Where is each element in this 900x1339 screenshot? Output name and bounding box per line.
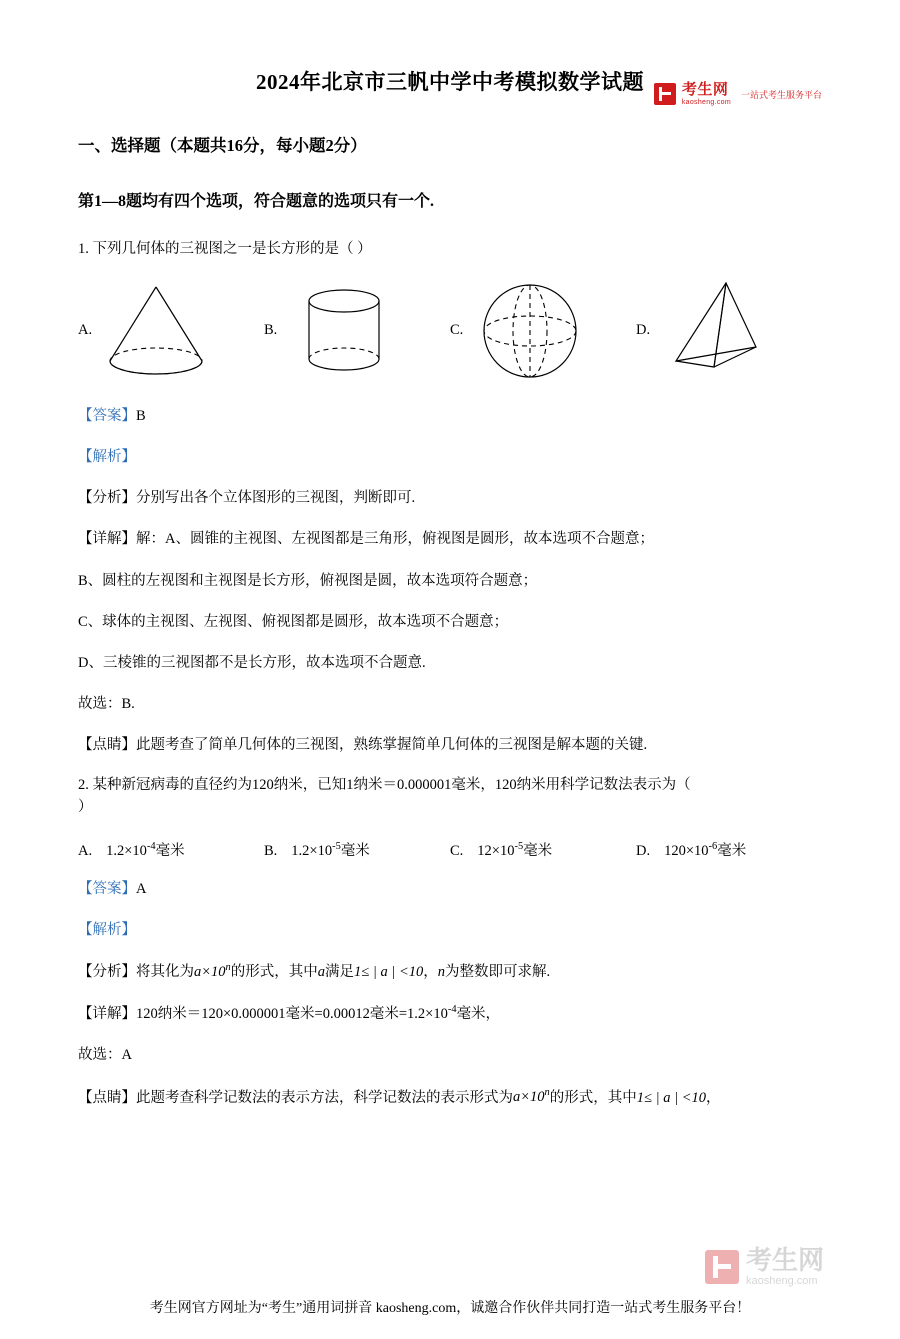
fenxi-tag: 【分析】 (78, 490, 136, 507)
q2-choice-c[interactable] (450, 839, 636, 860)
question-1-choose: 故选：B. (78, 696, 135, 713)
page-title: 2024年北京市三帆中学中考模拟数学试题 (256, 70, 644, 94)
q2-stem-part3: 纳米＝0.000001毫米，120纳米用科学记数法表示为（ (353, 777, 691, 794)
q2-fenxi-f1: $a\times 10^n$ (194, 962, 231, 981)
sphere-figure (469, 275, 591, 387)
choice-a-label: A. (78, 322, 93, 339)
q2-choice-a-label: A. (78, 842, 93, 859)
question-2-choices (78, 839, 822, 860)
q2-xiangjie-p1: 120纳米＝ (136, 1006, 202, 1023)
watermark-name-en: kaosheng.com (745, 1275, 818, 1287)
q2-fenxi-f3: 1≤ | a | <10 (354, 964, 424, 981)
q2-fenxi-p3: 满足 (325, 964, 355, 981)
q2-choice-b-unit: 毫米 (340, 842, 370, 859)
section-note-1: 第1—8题均有四个选项，符合题意的选项只有一个. (78, 193, 435, 210)
choice-d[interactable] (636, 275, 822, 387)
q2-choice-b-label: B. (264, 842, 278, 859)
question-2-xiangjie (78, 1002, 822, 1026)
question-1-xiangjie-4: D、三棱锥的三视图都不是长方形，故本选项不合题意. (78, 654, 426, 671)
choice-c-label: C. (450, 322, 464, 339)
dianjing-text: 此题考查了简单几何体的三视图，熟练掌握简单几何体的三视图是解本题的关键. (136, 737, 648, 754)
q2-choice-b[interactable] (264, 839, 450, 860)
question-2-answer (78, 878, 822, 901)
q2-choice-c-unit: 毫米 (523, 842, 553, 859)
document-page (0, 66, 900, 1339)
q2-dianjing-p1: 此题考查科学记数法的表示方法，科学记数法的表示形式为 (136, 1089, 513, 1106)
brand-logo (654, 82, 822, 106)
choice-b[interactable] (264, 275, 450, 387)
brand-text (682, 82, 731, 106)
question-2-dianjing (78, 1086, 822, 1110)
q2-choice-a-value: $1.2\times 10^{-4}$ (106, 841, 156, 859)
question-2-stem (78, 775, 822, 819)
question-1-xiangjie-3: C、球体的主视图、左视图、俯视图都是圆形，故本选项不合题意； (78, 613, 509, 630)
question-1-choices (78, 275, 822, 387)
q2-xiangjie-p3: 毫米， (456, 1006, 501, 1023)
xiangjie-tag: 【详解】 (78, 531, 136, 548)
q2-choice-a[interactable] (78, 839, 264, 860)
watermark-name-cn: 考生网 (745, 1245, 824, 1275)
q2-stem-part4: ） (78, 799, 93, 816)
question-1-fenxi (78, 487, 822, 510)
q2-dianjing-tag: 【点睛】 (78, 1089, 136, 1106)
q2-dianjing-f2: 1≤ | a | <10 (636, 1089, 706, 1106)
watermark-text (746, 1247, 824, 1287)
q2-answer-value: A (136, 880, 147, 897)
brand-slogan: 一站式考生服务平台 (740, 89, 822, 100)
choice-c[interactable] (450, 275, 636, 387)
cylinder-figure (283, 275, 405, 387)
q2-fenxi-f2: a (317, 964, 326, 981)
q2-choice-d-label: D. (636, 842, 651, 859)
q2-stem-num1: 120 (252, 777, 274, 794)
watermark-logo-icon (705, 1250, 739, 1284)
question-1-answer (78, 405, 822, 428)
page-footer: 考生网官方网址为“考生”通用词拼音 kaosheng.com，诚邀合作伙伴共同打造一站式考生服务平台！ (149, 1301, 751, 1316)
q2-dianjing-p3: ， (705, 1089, 721, 1106)
q2-xiangjie-f1: 120×0.000001 (201, 1006, 286, 1023)
brand-name-cn: 考生网 (681, 81, 729, 98)
q2-choice-d[interactable] (636, 839, 822, 860)
kaosheng-logo-icon (654, 83, 676, 105)
q2-fenxi-p1: 将其化为 (136, 964, 194, 981)
q2-choice-c-label: C. (450, 842, 464, 859)
choice-d-label: D. (636, 322, 651, 339)
brand-name-en: kaosheng.com (681, 99, 731, 106)
q2-xiangjie-p2: 毫米=0.00012毫米= (285, 1006, 408, 1023)
question-1-dianjing (78, 734, 822, 757)
q2-choice-d-unit: 毫米 (717, 842, 747, 859)
q2-answer-tag: 【答案】 (78, 880, 136, 897)
question-1-stem: 1. 下列几何体的三视图之一是长方形的是（ ） (78, 241, 372, 257)
watermark (705, 1247, 824, 1287)
q2-choice-c-value: $12\times 10^{-5}$ (477, 841, 524, 859)
q2-choice-a-unit: 毫米 (155, 842, 185, 859)
section-heading-1: 一、选择题（本题共16分，每小题2分） (78, 136, 367, 155)
question-2-choose: 故选：A (78, 1047, 132, 1064)
q2-fenxi-f4: n (437, 964, 445, 981)
q2-xiangjie-f2: $1.2\times 10^{-4}$ (407, 1004, 457, 1023)
q2-stem-part2: 纳米，已知 (273, 777, 347, 794)
q2-choice-b-value: $1.2\times 10^{-5}$ (291, 841, 341, 859)
question-1-xiangjie-1 (78, 528, 822, 551)
q2-dianjing-f1: $a\times 10^n$ (513, 1087, 550, 1106)
q2-fenxi-p2: 的形式，其中 (230, 964, 318, 981)
question-1-analysis-tag: 【解析】 (78, 448, 136, 465)
answer-value: B (136, 407, 146, 424)
answer-tag: 【答案】 (78, 407, 136, 424)
cone-figure (98, 275, 220, 387)
xiangjie-line-1: 解：A、圆锥的主视图、左视图都是三角形，俯视图是圆形，故本选项不合题意； (136, 531, 654, 548)
q2-fenxi-tag: 【分析】 (78, 964, 136, 981)
q2-choice-d-value: $120\times 10^{-6}$ (664, 841, 718, 859)
fenxi-text: 分别写出各个立体图形的三视图，判断即可. (136, 490, 416, 507)
question-1-xiangjie-2: B、圆柱的左视图和主视图是长方形，俯视图是圆，故本选项符合题意； (78, 572, 538, 589)
tetrahedron-figure (656, 275, 778, 387)
q2-stem-part1: 2. 某种新冠病毒的直径约为 (78, 777, 252, 794)
choice-a[interactable] (78, 275, 264, 387)
question-2-fenxi (78, 960, 822, 984)
q2-fenxi-p5: 为整数即可求解. (444, 964, 551, 981)
q2-xiangjie-tag: 【详解】 (78, 1006, 136, 1023)
q2-dianjing-p2: 的形式，其中 (549, 1089, 637, 1106)
q2-stem-num2: 1 (346, 777, 354, 794)
q2-fenxi-p4: ， (423, 964, 438, 981)
question-2-analysis-tag: 【解析】 (78, 922, 136, 939)
choice-b-label: B. (264, 322, 278, 339)
dianjing-tag: 【点睛】 (78, 737, 136, 754)
